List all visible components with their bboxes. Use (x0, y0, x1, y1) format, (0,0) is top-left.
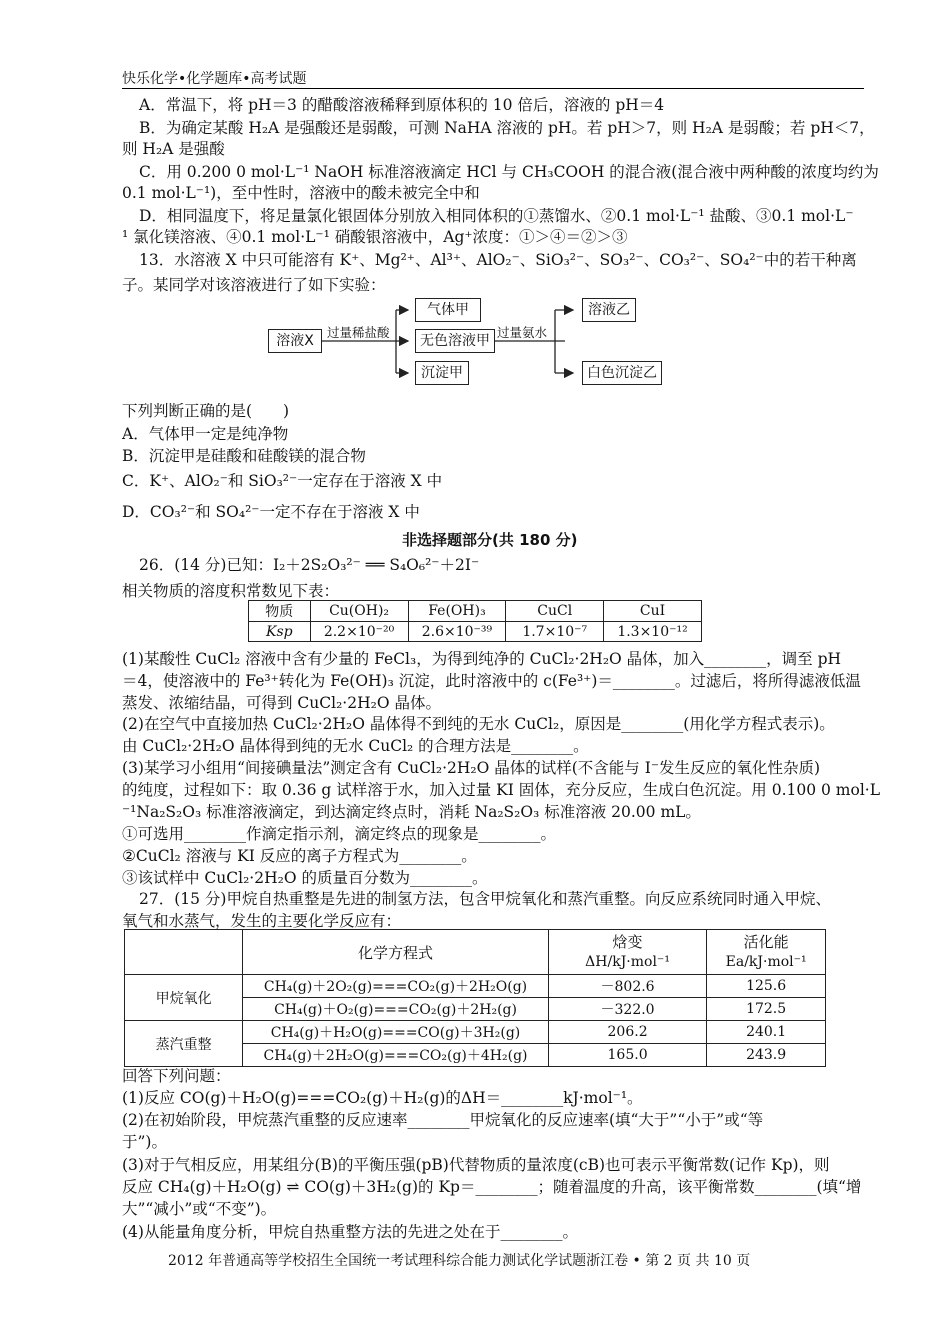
reaction-ea: 240.1 (707, 1021, 826, 1044)
q12-option-b-line2: 则 H₂A 是强酸 (122, 140, 225, 158)
q26-part3-b: ②CuCl₂ 溶液与 KI 反应的离子方程式为________。 (122, 847, 477, 865)
q26-part3-c: ③该试样中 CuCl₂·2H₂O 的质量百分数为________。 (122, 869, 488, 887)
reaction-header-dh-unit: ΔH/kJ·mol⁻¹ (585, 953, 670, 970)
q12-option-c-line1: C．用 0.200 0 mol·L⁻¹ NaOH 标准溶液滴定 HCl 与 CH₃COOH 的混合液(混合液中两种酸的浓度均约为 (139, 163, 879, 181)
reaction-equation: CH₄(g)＋H₂O(g)===CO(g)＋3H₂(g) (243, 1021, 549, 1044)
q26-part2-line1: (2)在空气中直接加热 CuCl₂·2H₂O 晶体得不到纯的无水 CuCl₂，原因是________(用化学方程式表示)。 (122, 715, 835, 733)
q12-option-d-line2: ¹ 氯化镁溶液、④0.1 mol·L⁻¹ 硝酸银溶液中，Ag⁺浓度：①＞④＝②＞③ (122, 228, 628, 246)
q12-option-b-line1: B．为确定某酸 H₂A 是强酸还是弱酸，可测 NaHA 溶液的 pH。若 pH＞7，则 H₂A 是弱酸；若 pH＜7， (139, 119, 875, 137)
q27-part4: (4)从能量角度分析，甲烷自热重整方法的先进之处在于________。 (122, 1223, 578, 1241)
reaction-header-dh-title: 焓变 (612, 932, 643, 951)
q27-part2-line2: 于”)。 (122, 1133, 167, 1151)
ksp-table-header-row (249, 601, 702, 622)
q26-part1-line2: ＝4，使溶液中的 Fe³⁺转化为 Fe(OH)₃ 沉淀，此时溶液中的 c(Fe³⁺)＝________。过滤后，将所得滤液低温 (122, 672, 861, 690)
reaction-equation: CH₄(g)＋2O₂(g)===CO₂(g)＋2H₂O(g) (243, 975, 549, 998)
ksp-header-substance: 物质 (249, 601, 311, 622)
q12-option-c-line2: 0.1 mol·L⁻¹)，至中性时，溶液中的酸未被完全中和 (122, 184, 480, 202)
flow-box-precip-b: 白色沉淀乙 (582, 361, 662, 385)
ksp-value-cui: 1.3×10⁻¹² (604, 622, 702, 642)
reaction-group-oxidation: 甲烷氧化 (125, 975, 243, 1021)
q26-part3-line2: 的纯度，过程如下：取 0.36 g 试样溶于水，加入过量 KI 固体，充分反应，生成白色沉淀。用 0.100 0 mol·L (122, 781, 880, 799)
reaction-dh: 165.0 (548, 1044, 706, 1067)
reaction-ea: 125.6 (707, 975, 826, 998)
ksp-header-feoh3: Fe(OH)₃ (408, 601, 506, 622)
ksp-row-label: Ksp (249, 622, 311, 642)
q13-stem-line1: 13．水溶液 X 中只可能溶有 K⁺、Mg²⁺、Al³⁺、AlO₂⁻、SiO₃²⁻、SO₃²⁻、CO₃²⁻、SO₄²⁻中的若干种离 (139, 251, 857, 269)
q27-answer-intro: 回答下列问题： (122, 1067, 231, 1085)
section-title: 非选择题部分(共 180 分) (402, 531, 578, 549)
flow-box-solution-b: 溶液乙 (582, 298, 636, 322)
q26-part3-line3: ⁻¹Na₂S₂O₃ 标准溶液滴定，到达滴定终点时，消耗 Na₂S₂O₃ 标准溶液 20.00 mL。 (122, 803, 701, 821)
q27-part2-line1: (2)在初始阶段，甲烷蒸汽重整的反应速率________甲烷氧化的反应速率(填“大于”“小于”或“等 (122, 1111, 764, 1129)
q26-part3-line1: (3)某学习小组用“间接碘量法”测定含有 CuCl₂·2H₂O 晶体的试样(不含能与 I⁻发生反应的氧化性杂质) (122, 759, 821, 777)
reaction-dh: 206.2 (548, 1021, 706, 1044)
reaction-row (125, 975, 826, 998)
flow-label-hcl: 过量稀盐酸 (327, 325, 390, 340)
q26-part3-a: ①可选用________作滴定指示剂，滴定终点的现象是________。 (122, 825, 557, 843)
reaction-ea: 243.9 (707, 1044, 826, 1067)
reaction-dh: －802.6 (548, 975, 706, 998)
reaction-dh: －322.0 (548, 998, 706, 1021)
q27-part3-line1: (3)对于气相反应，用某组分(B)的平衡压强(pB)代替物质的量浓度(cB)也可表示平衡常数(记作 Kp)，则 (122, 1156, 830, 1174)
q13-option-d: D．CO₃²⁻和 SO₄²⁻一定不存在于溶液 X 中 (122, 503, 420, 521)
reaction-ea: 172.5 (707, 998, 826, 1021)
page-footer: 2012 年普通高等学校招生全国统一考试理科综合能力测试化学试题浙江卷 • 第 2 页 共 10 页 (168, 1253, 751, 1269)
reaction-group-steam: 蒸汽重整 (125, 1021, 243, 1067)
reaction-equation: CH₄(g)＋O₂(g)===CO₂(g)＋2H₂(g) (243, 998, 549, 1021)
ksp-header-cui: CuI (604, 601, 702, 622)
q13-stem-line2: 子。某同学对该溶液进行了如下实验： (122, 276, 386, 294)
q13-ask: 下列判断正确的是( ) (122, 402, 290, 420)
reaction-header-equation: 化学方程式 (243, 930, 549, 975)
ksp-value-cuoh2: 2.2×10⁻²⁰ (310, 622, 408, 642)
ksp-value-feoh3: 2.6×10⁻³⁹ (408, 622, 506, 642)
flow-box-precip-a: 沉淀甲 (415, 361, 469, 385)
reaction-row (125, 1021, 826, 1044)
ksp-table (248, 600, 702, 642)
q27-part1: (1)反应 CO(g)＋H₂O(g)===CO₂(g)＋H₂(g)的ΔH＝________kJ·mol⁻¹。 (122, 1089, 643, 1107)
flow-box-solution-x: 溶液X (268, 329, 322, 353)
q27-part3-line3: 大”“减小”或“不变”)。 (122, 1200, 277, 1218)
q13-option-b: B．沉淀甲是硅酸和硅酸镁的混合物 (122, 447, 366, 465)
reaction-table (124, 929, 826, 1067)
q26-ksp-intro: 相关物质的溶度积常数见下表： (122, 582, 340, 600)
ksp-header-cuoh2: Cu(OH)₂ (310, 601, 408, 622)
q12-option-a: A．常温下，将 pH＝3 的醋酸溶液稀释到原体积的 10 倍后，溶液的 pH＝4 (139, 96, 665, 114)
q13-option-c: C．K⁺、AlO₂⁻和 SiO₃²⁻一定存在于溶液 X 中 (122, 472, 443, 490)
reaction-header-ea-title: 活化能 (743, 932, 789, 951)
ksp-table-value-row (249, 622, 702, 642)
q26-part2-line2: 由 CuCl₂·2H₂O 晶体得到纯的无水 CuCl₂ 的合理方法是________。 (122, 737, 589, 755)
reaction-header-ea-unit: Ea/kJ·mol⁻¹ (725, 953, 807, 970)
q27-stem-line1: 27．(15 分)甲烷自热重整是先进的制氢方法，包含甲烷氧化和蒸汽重整。向反应系统同时通入甲烷、 (139, 890, 831, 908)
page-header: 快乐化学•化学题库•高考试题 (122, 71, 307, 87)
q27-stem-line2: 氧气和水蒸气，发生的主要化学反应有： (122, 912, 402, 930)
reaction-equation: CH₄(g)＋2H₂O(g)===CO₂(g)＋4H₂(g) (243, 1044, 549, 1067)
flow-box-gas-a: 气体甲 (415, 298, 481, 322)
q13-option-a: A．气体甲一定是纯净物 (122, 425, 289, 443)
reaction-table-header (125, 930, 826, 975)
flow-label-ammonia: 过量氨水 (497, 325, 548, 340)
flow-box-solution-a: 无色溶液甲 (415, 329, 495, 353)
q27-part3-line2: 反应 CH₄(g)＋H₂O(g) ⇌ CO(g)＋3H₂(g)的 Kp＝________；随着温度的升高，该平衡常数________(填“增 (122, 1178, 862, 1196)
ksp-header-cucl: CuCl (506, 601, 604, 622)
ksp-value-cucl: 1.7×10⁻⁷ (506, 622, 604, 642)
q12-option-d-line1: D．相同温度下，将足量氯化银固体分别放入相同体积的①蒸馏水、②0.1 mol·L⁻¹ 盐酸、③0.1 mol·L⁻ (139, 207, 854, 225)
q26-stem: 26．(14 分)已知：I₂＋2S₂O₃²⁻ ══ S₄O₆²⁻＋2I⁻ (139, 556, 480, 574)
q26-part1-line3: 蒸发、浓缩结晶，可得到 CuCl₂·2H₂O 晶体。 (122, 694, 441, 712)
header-rule (122, 88, 864, 89)
q26-part1-line1: (1)某酸性 CuCl₂ 溶液中含有少量的 FeCl₃，为得到纯净的 CuCl₂·2H₂O 晶体，加入________，调至 pH (122, 650, 842, 668)
